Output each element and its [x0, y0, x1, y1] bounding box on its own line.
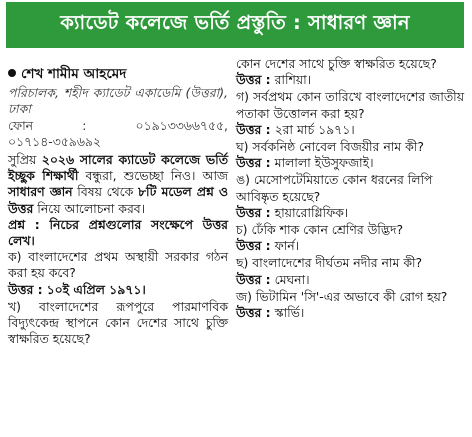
bullet-icon — [8, 69, 16, 77]
right-column — [236, 56, 464, 322]
answer-ga: উত্তর : ২রা মার্চ ১৯৭১। — [236, 121, 355, 137]
question-umo: ঙ) মেসোপটেমিয়াতে কোন ধরনের লিপি আবিষ্কৃত হয়েছে? — [236, 172, 433, 204]
answer-gha: উত্তর : মালালা ইউসুফজাই। — [236, 155, 374, 171]
answer-ka: উত্তর : ১০ই এপ্রিল ১৯৭১। — [8, 281, 146, 297]
instruction: প্রশ্ন : নিচের প্রশ্নগুলোর সংক্ষেপে উত্তর লেখ। — [8, 216, 228, 249]
answer-umo: উত্তর : হায়ারোগ্লিফিক। — [236, 204, 349, 220]
page-title-banner — [6, 2, 464, 48]
intro-paragraph: সুপ্রিয় ২০২৬ সালের ক্যাডেট কলেজে ভর্তি ইচ্ছুক শিক্ষার্থী বন্ধুরা, শুভেচ্ছা নিও। আজ সাধারণ জ্ঞান বিষয় থেকে ৮টি মডেল প্রশ্ন ও উত্তর নিয়ে আলোচনা করব। — [8, 152, 229, 216]
answer-cha: উত্তর : ফার্ন। — [236, 238, 300, 254]
author-phone: ফোন : ০১৯১৩৩৬৬৭৫৫, ০১৭১৪-৩৫৯৬৯২ — [8, 117, 228, 149]
question-gha: ঘ) সর্বকনিষ্ঠ নোবেল বিজয়ীর নাম কী? — [236, 139, 424, 155]
answer-chha: উত্তর : মেঘনা। — [236, 271, 310, 287]
question-ga: গ) সর্বপ্রথম কোন তারিখে বাংলাদেশের জাতীয় পতাকা উত্তোলন করা হয়? — [236, 89, 464, 121]
question-cha: চ) ঢেঁকি শাক কোন শ্রেণির উদ্ভিদ? — [236, 222, 404, 238]
question-ja: জ) ভিটামিন 'সি'-এর অভাবে কী রোগ হয়? — [236, 288, 448, 304]
answer-ja: উত্তর : স্কার্ভি। — [236, 305, 305, 321]
author-affiliation: পরিচালক, শহীদ ক্যাডেট একাডেমি (উত্তরা), ঢাকা — [8, 85, 228, 117]
answer-kha: উত্তর : রাশিয়া। — [236, 72, 312, 88]
question-kha-continued: কোন দেশের সাথে চুক্তি স্বাক্ষরিত হয়েছে? — [236, 56, 437, 71]
question-chha: ছ) বাংলাদেশের দীর্ঘতম নদীর নাম কী? — [236, 255, 423, 271]
page-title: ক্যাডেট কলেজে ভর্তি প্রস্তুতি : সাধারণ জ্ঞান — [60, 11, 410, 34]
author-name: শেখ শামীম আহমেদ — [8, 66, 228, 82]
question-ka: ক) বাংলাদেশের প্রথম অস্থায়ী সরকার গঠন করা হয় কবে? — [8, 249, 228, 281]
question-kha: খ) বাংলাদেশের রূপপুরে পারমাণবিক বিদ্যুৎকেন্দ্র স্থাপনে কোন দেশের সাথে চুক্তি স্বাক্ষরিত হয়েছে? — [8, 298, 228, 347]
left-column — [8, 56, 229, 347]
